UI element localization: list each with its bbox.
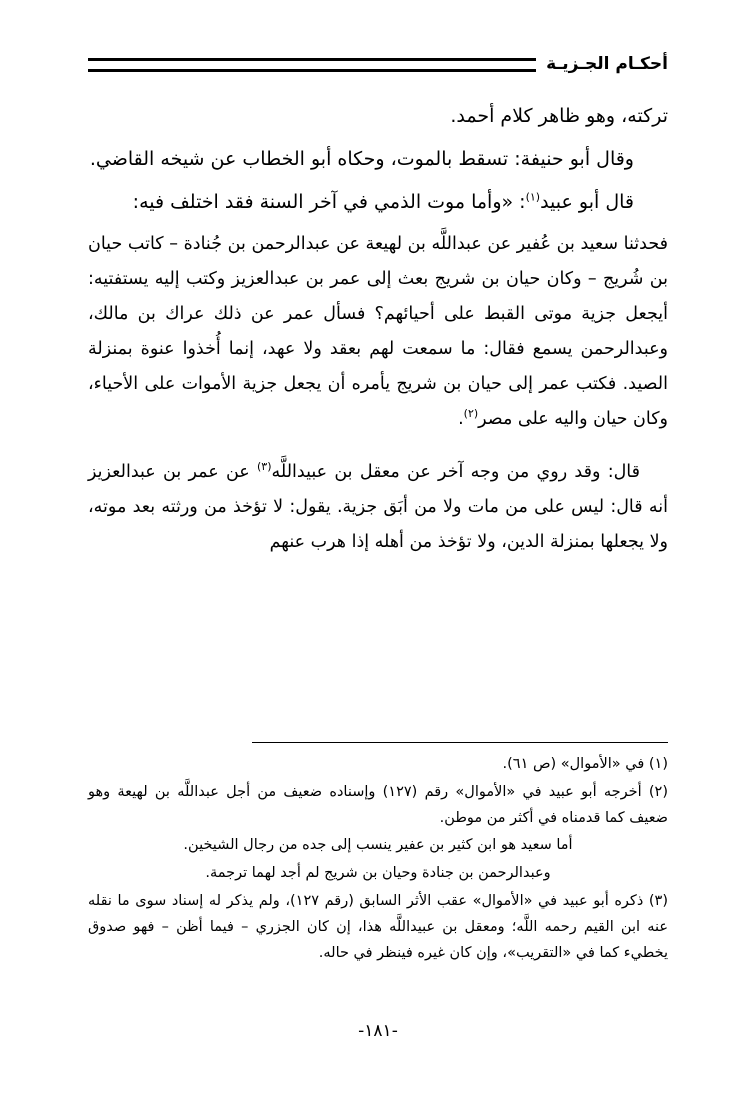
paragraph-4-quote	[88, 227, 668, 437]
footnote-marker-2[interactable]: (٢)	[463, 407, 479, 421]
paragraph-5-text-after: عن عمر بن عبدالعزيز أنه قال: ليس على من مات ولا من أبَق جزية. يقول: لا تؤخذ من ورثته بعد موته، ولا يجعلها بمنزلة الدين، ولا تؤخذ من أهله إذا هرب عنهم	[88, 462, 668, 553]
footnote-marker-3[interactable]: (٣)	[257, 460, 272, 474]
page-number: -١٨١-	[358, 1021, 398, 1041]
paragraph-5-text-before: قال: وقد روي من وجه آخر عن معقل بن عبيداللَّه	[271, 462, 641, 483]
header-double-rule	[88, 58, 536, 72]
paragraph-3	[88, 184, 668, 221]
footnote-2-note-a: أما سعيد هو ابن كثير بن عفير ينسب إلى جده من رجال الشيخين.	[183, 837, 573, 854]
footnote-2-note-b: وعبدالرحمن بن جنادة وحيان بن شريج لم أجد لهما ترجمة.	[205, 865, 551, 882]
paragraph-5-quote	[88, 455, 668, 560]
paragraph-4-text: فحدثنا سعيد بن عُفير عن عبداللَّه بن لهيعة عن عبدالرحمن بن جُنادة – كاتب حيان بن شُريج – وكان حيان بن شريج بعث إلى عمر بن عبدالعزيز وكتب إليه يستفتيه: أيجعل جزية موتى القبط على أحيائهم؟ فسأل عمر عن ذلك عراك بن مالك، وعبدالرحمن يسمع فقال: ما سمعت لهم بعقد ولا عهد، إنما أُخذوا عنوة بمنزلة الصيد. فكتب عمر إلى حيان بن شريج يأمره أن يجعل جزية الأموات على الأحياء، وكان حيان واليه على مصر	[88, 234, 668, 430]
footnote-marker-1[interactable]: (١)	[525, 190, 541, 204]
paragraph-2	[88, 141, 668, 178]
paragraph-3-text-after: : «وأما موت الذمي في آخر السنة فقد اختلف فيه:	[132, 191, 526, 214]
paragraph-1	[88, 98, 668, 135]
body-text	[88, 98, 668, 566]
header-title: أحكـام الجـزيـة	[546, 54, 668, 74]
paragraph-1-text: تركته، وهو ظاهر كلام أحمد.	[450, 105, 668, 127]
footnote-3: (٣) ذكره أبو عبيد في «الأموال» عقب الأثر السابق (رقم ١٢٧)، ولم يذكر له إسناد سوى ما نقله عنه ابن القيم رحمه اللَّه؛ ومعقل بن عبيداللَّه هذا، إن كان الجزري – فيما أظن – فهو صدوق يخطيء كما في «التقريب»، وإن كان غيره فينظر في حاله.	[88, 892, 668, 961]
paragraph-4-text-tail: .	[458, 409, 464, 430]
running-header	[88, 48, 668, 80]
footnote-2: (٢) أخرجه أبو عبيد في «الأموال» رقم (١٢٧) وإسناده ضعيف من أجل عبداللَّه بن لهيعة وهو ضعيف كما قدمناه في أكثر من موطن.	[88, 783, 668, 826]
footnote-1: (١) في «الأموال» (ص ٦١).	[502, 756, 668, 772]
footnote-separator	[252, 742, 668, 743]
paragraph-2-text: وقال أبو حنيفة: تسقط بالموت، وحكاه أبو الخطاب عن شيخه القاضي.	[89, 148, 634, 171]
paragraph-3-text-before: قال أبو عبيد	[540, 191, 634, 214]
footnotes-block	[88, 752, 668, 968]
